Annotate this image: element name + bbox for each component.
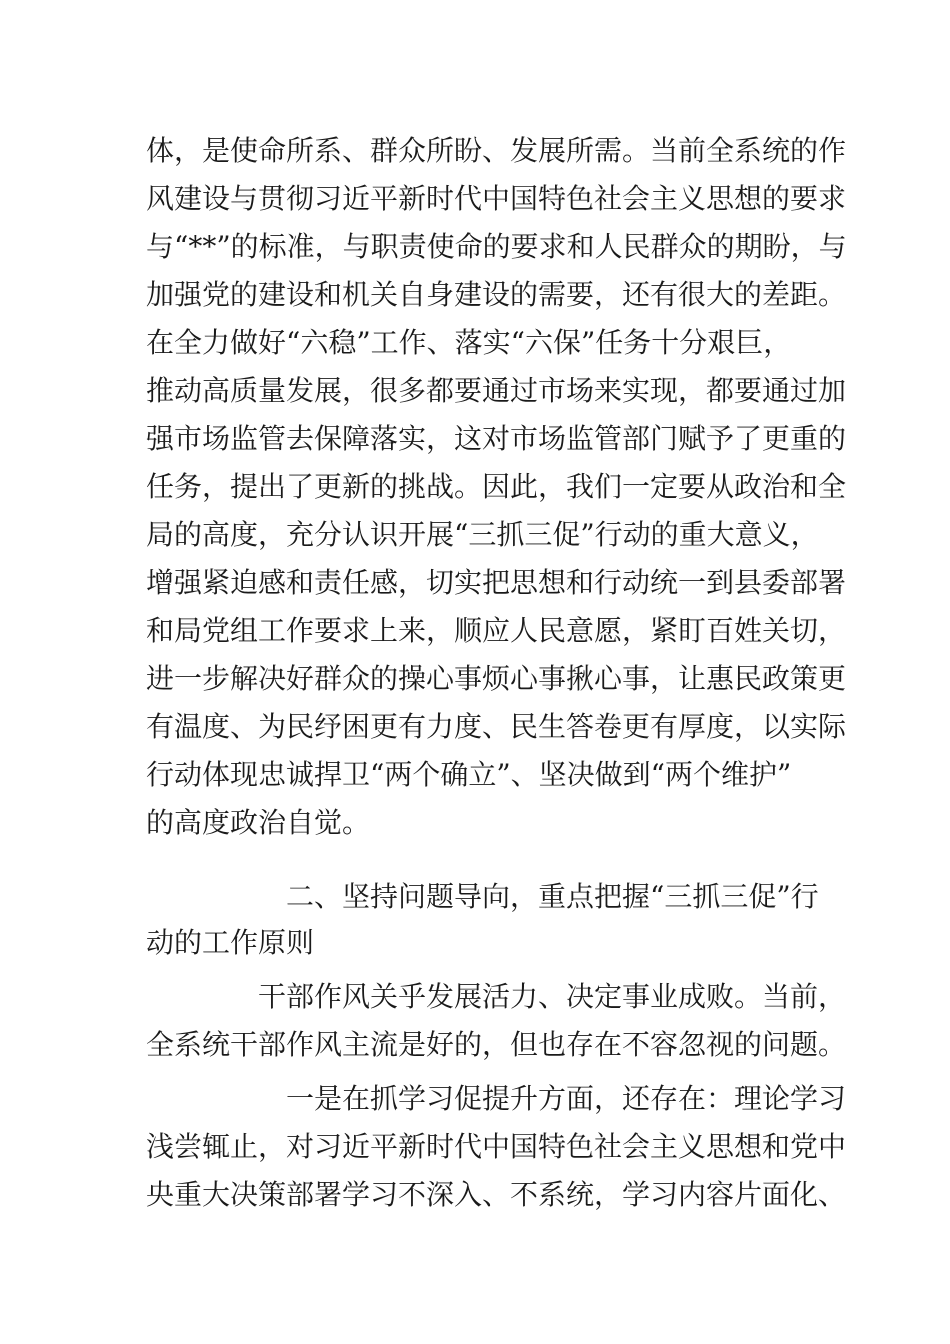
body-text-line: 加强党的建设和机关自身建设的需要，还有很大的差距。 <box>146 278 847 311</box>
body-text-line: 行动体现忠诚捍卫“两个确立”、坚决做到“两个维护” <box>146 758 792 791</box>
body-text-line: 干部作风关乎发展活力、决定事业成败。当前， <box>258 980 847 1013</box>
body-text-line: 浅尝辄止，对习近平新时代中国特色社会主义思想和党中 <box>146 1130 847 1163</box>
body-text-line: 的高度政治自觉。 <box>146 806 371 839</box>
section-heading-line: 二、坚持问题导向，重点把握“三抓三促”行 <box>286 880 819 913</box>
body-text-line: 有温度、为民纾困更有力度、民生答卷更有厚度，以实际 <box>146 710 847 743</box>
body-text-line: 在全力做好“六稳”工作、落实“六保”任务十分艰巨， <box>146 326 792 359</box>
body-text-line: 全系统干部作风主流是好的，但也存在不容忽视的问题。 <box>146 1028 847 1061</box>
body-text-line: 风建设与贯彻习近平新时代中国特色社会主义思想的要求 <box>146 182 847 215</box>
body-text-line: 央重大决策部署学习不深入、不系统，学习内容片面化、 <box>146 1178 847 1211</box>
body-text-line: 与“**”的标准，与职责使命的要求和人民群众的期盼，与 <box>146 230 847 263</box>
body-text-line: 局的高度，充分认识开展“三抓三促”行动的重大意义， <box>146 518 819 551</box>
section-heading-line: 动的工作原则 <box>146 926 315 959</box>
body-text-line: 和局党组工作要求上来，顺应人民意愿，紧盯百姓关切， <box>146 614 847 647</box>
body-text-line: 体，是使命所系、群众所盼、发展所需。当前全系统的作 <box>146 134 847 167</box>
body-text-line: 任务，提出了更新的挑战。因此，我们一定要从政治和全 <box>146 470 847 503</box>
body-text-line: 推动高质量发展，很多都要通过市场来实现，都要通过加 <box>146 374 847 407</box>
body-text-line: 增强紧迫感和责任感，切实把思想和行动统一到县委部署 <box>146 566 847 599</box>
body-text-line: 一是在抓学习促提升方面，还存在：理论学习 <box>286 1082 847 1115</box>
body-text-line: 强市场监管去保障落实，这对市场监管部门赋予了更重的 <box>146 422 847 455</box>
body-text-line: 进一步解决好群众的操心事烦心事揪心事，让惠民政策更 <box>146 662 847 695</box>
